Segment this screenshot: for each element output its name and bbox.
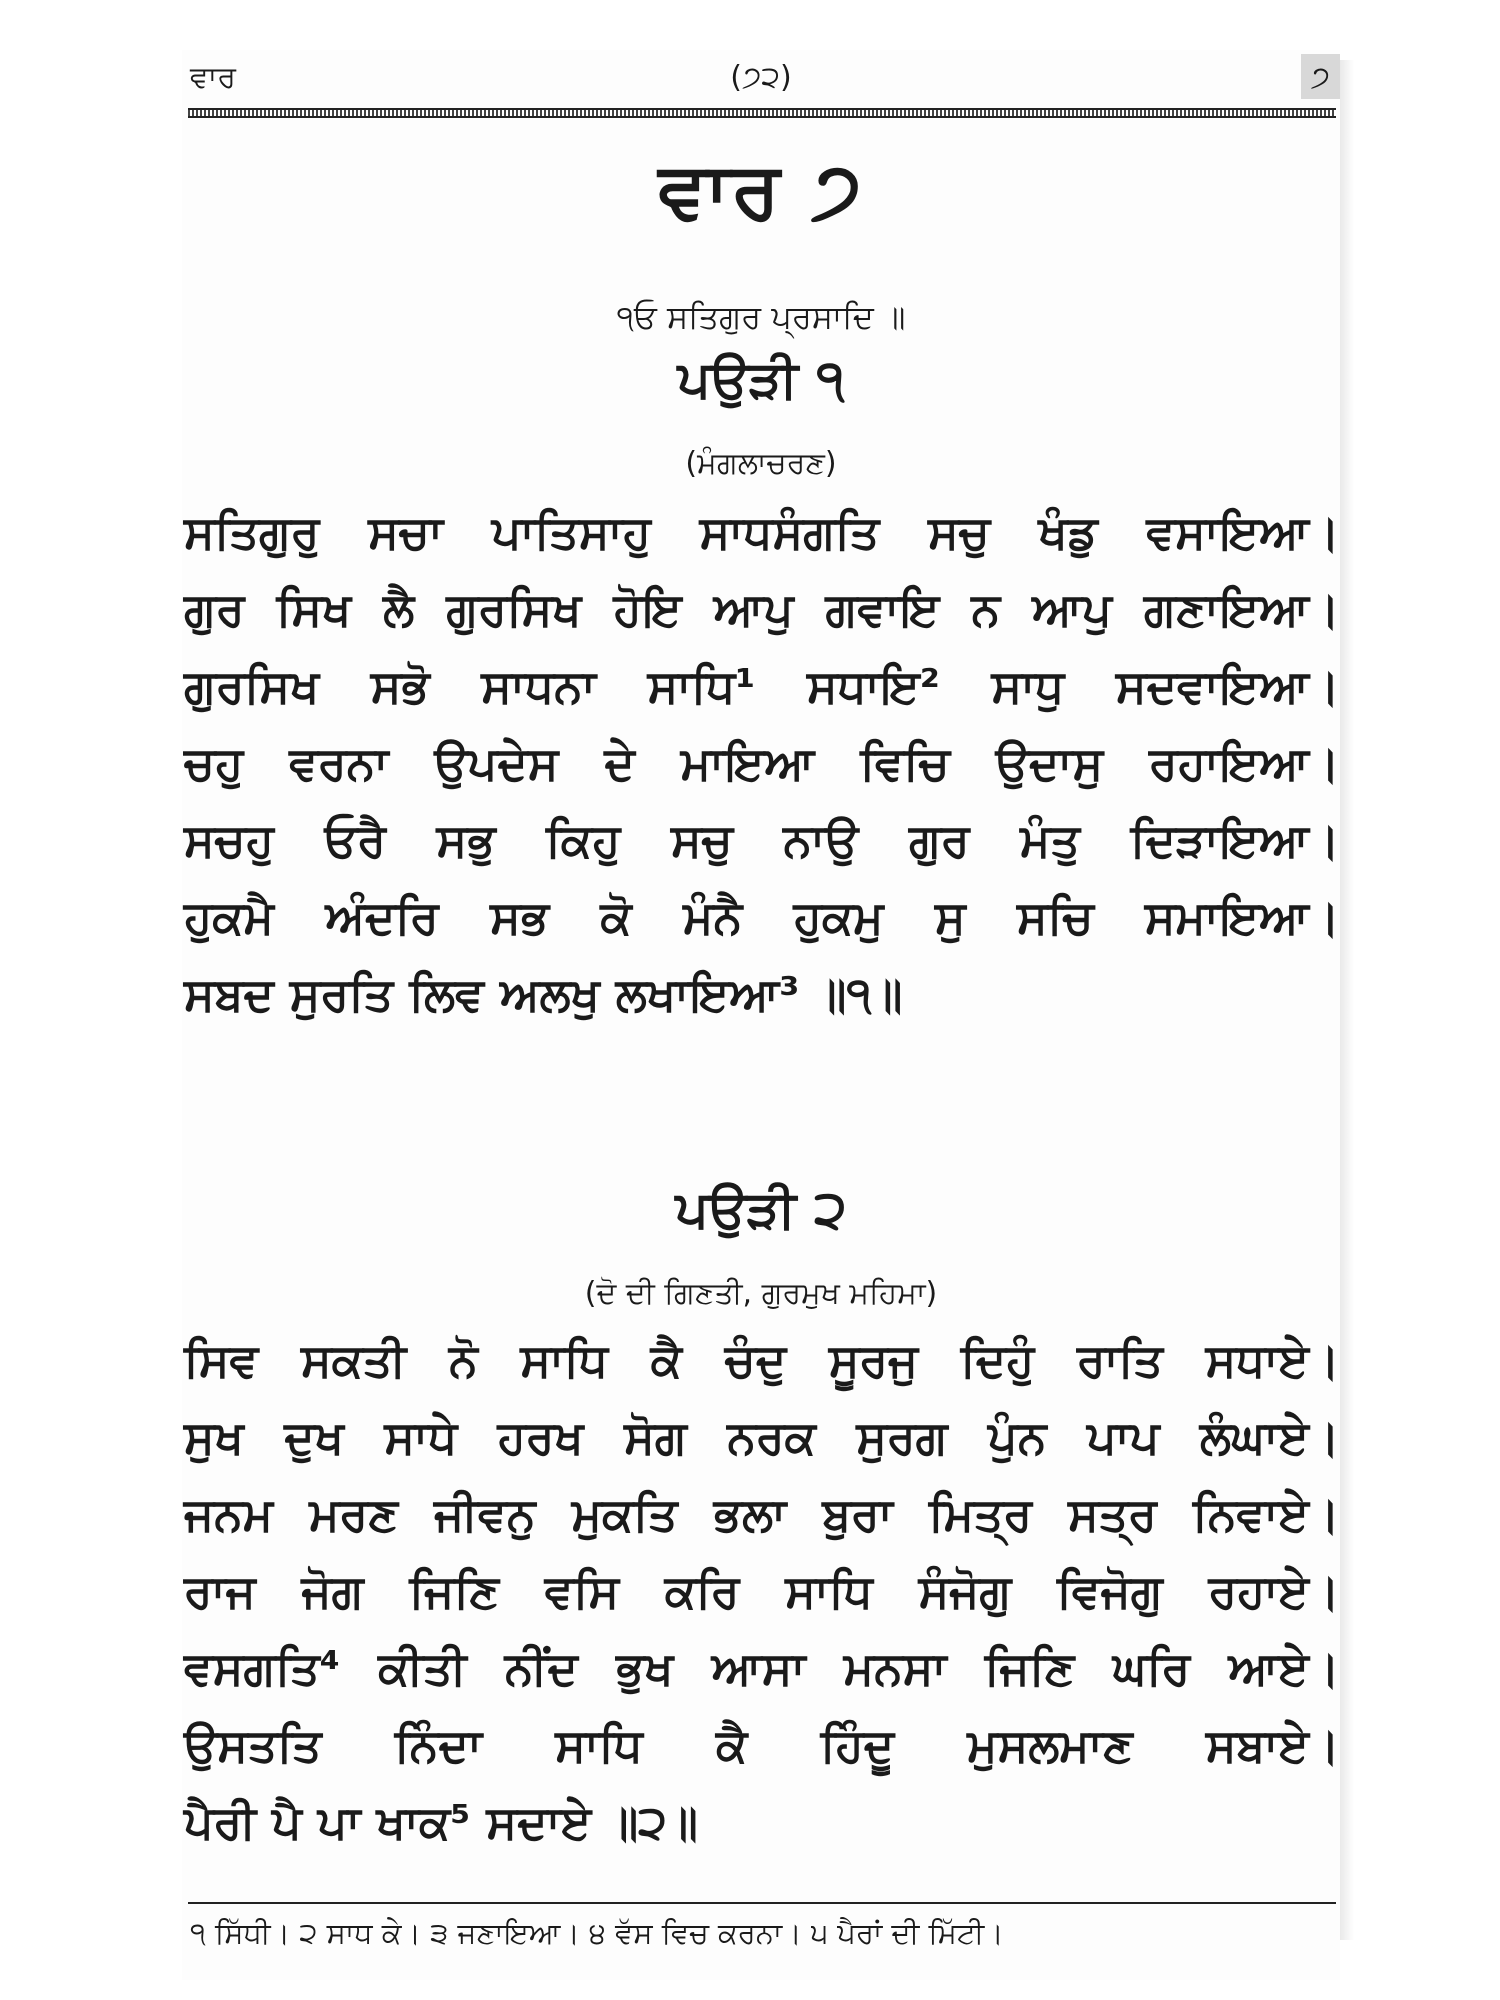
verse-line: ਵਸਗਤਿ⁴ ਕੀਤੀ ਨੀਂਦ ਭੁਖ ਆਸਾ ਮਨਸਾ ਜਿਣਿ ਘਰਿ ਆਏ। [184,1641,1340,1695]
header-right-label: ੭ [1301,54,1340,99]
pauri-1-subtitle: (ਮੰਗਲਾਚਰਣ) [685,446,837,481]
verse-line: ਪੈਰੀ ਪੈ ਪਾ ਖਾਕ⁵ ਸਦਾਏ ॥੨॥ [184,1795,698,1849]
verse-line: ਸਤਿਗੁਰੁ ਸਚਾ ਪਾਤਿਸਾਹੁ ਸਾਧਸੰਗਤਿ ਸਚੁ ਖੰਡੁ ਵਸਾਇਆ। [184,505,1340,559]
pauri-1-verses [184,494,1340,1033]
verse-line: ਰਾਜ ਜੋਗ ਜਿਣਿ ਵਸਿ ਕਰਿ ਸਾਧਿ ਸੰਜੋਗੁ ਵਿਜੋਗੁ ਰਹਾਏ। [184,1564,1340,1618]
running-header [182,54,1340,104]
verse-line: ਗੁਰਸਿਖ ਸਭੋ ਸਾਧਨਾ ਸਾਧਿ¹ ਸਧਾਇ² ਸਾਧੁ ਸਦਵਾਇਆ। [184,659,1340,713]
page-title: ਵਾਰ ੭ [658,146,864,236]
footnote-rule [188,1902,1336,1904]
pauri-2-subtitle: (ਦੋ ਦੀ ਗਿਣਤੀ, ਗੁਰਮੁਖ ਮਹਿਮਾ) [584,1276,938,1311]
verse-line: ਹੁਕਮੈ ਅੰਦਰਿ ਸਭ ਕੋ ਮੰਨੈ ਹੁਕਮੁ ਸੁ ਸਚਿ ਸਮਾਇਆ। [184,890,1340,944]
invocation: ੧ਓ ਸਤਿਗੁਰ ਪ੍ਰਸਾਦਿ ॥ [616,298,906,336]
pauri-2-verses [184,1322,1340,1861]
verse-line: ਚਹੁ ਵਰਨਾ ਉਪਦੇਸ ਦੇ ਮਾਇਆ ਵਿਚਿ ਉਦਾਸੁ ਰਹਾਇਆ। [184,736,1340,790]
verse-line: ਜਨਮ ਮਰਣ ਜੀਵਨੁ ਮੁਕਤਿ ਭਲਾ ਬੁਰਾ ਮਿਤ੍ਰ ਸਤ੍ਰ ਨਿਵਾਏ। [184,1487,1340,1541]
verse-line: ਸਿਵ ਸਕਤੀ ਨੋ ਸਾਧਿ ਕੈ ਚੰਦੁ ਸੂਰਜੁ ਦਿਹੁੰ ਰਾਤਿ ਸਧਾਏ। [184,1333,1340,1387]
verse-line: ਸਬਦ ਸੁਰਤਿ ਲਿਵ ਅਲਖੁ ਲਖਾਇਆ³ ॥੧॥ [184,967,903,1021]
footnotes: ੧ ਸਿੱਧੀ। ੨ ਸਾਧ ਕੇ। ੩ ਜਣਾਇਆ। ੪ ਵੱਸ ਵਿਚ ਕਰਨਾ। ੫ ਪੈਰਾਂ ਦੀ ਮਿੱਟੀ। [190,1916,1004,1950]
header-page-number: (੭੨) [730,60,792,95]
header-left-label: ਵਾਰ [190,60,236,95]
verse-line: ਗੁਰ ਸਿਖ ਲੈ ਗੁਰਸਿਖ ਹੋਇ ਆਪੁ ਗਵਾਇ ਨ ਆਪੁ ਗਣਾਇਆ। [184,582,1340,636]
page-edge-shadow [1340,60,1354,1940]
book-page [182,50,1340,1980]
verse-line: ਸਚਹੁ ਓਰੈ ਸਭੁ ਕਿਹੁ ਸਚੁ ਨਾਉ ਗੁਰ ਮੰਤੁ ਦਿੜਾਇਆ। [184,813,1340,867]
verse-line: ਸੁਖ ਦੁਖ ਸਾਧੇ ਹਰਖ ਸੋਗ ਨਰਕ ਸੁਰਗ ਪੁੰਨ ਪਾਪ ਲੰਘਾਏ। [184,1410,1340,1464]
header-rule [188,108,1336,118]
pauri-1-heading: ਪਉੜੀ ੧ [677,350,845,410]
pauri-2-heading: ਪਉੜੀ ੨ [675,1180,847,1240]
verse-line: ਉਸਤਤਿ ਨਿੰਦਾ ਸਾਧਿ ਕੈ ਹਿੰਦੂ ਮੁਸਲਮਾਣ ਸਬਾਏ। [184,1718,1340,1772]
